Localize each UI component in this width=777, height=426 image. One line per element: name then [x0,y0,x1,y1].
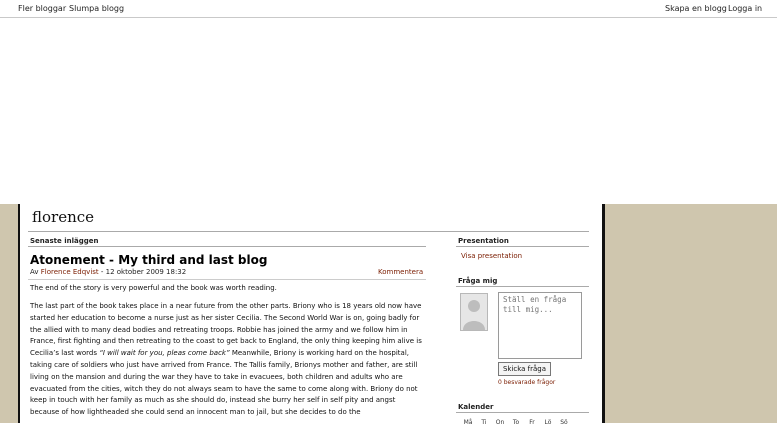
post-title[interactable]: Atonement - My third and last blog [30,253,268,267]
avatar [460,293,488,331]
post-quote: “I will wait for you, pleas come back” [99,349,230,358]
title-divider [28,231,589,232]
post-body-continued: Meanwhile, Briony is working hard on the hospital, taking care of soldiers who just have arrived from France. The Tallis family, Brionys mother and father, are still living on the mansion and during the war they have to take in evacuees, both children and adults who are evacuated from the cities, witch they do not always seam to have the same to come along with. Briony do not keep in touch with her family as much as she should do, instead she burry her self in self pity and angst because of how lightheaded she could send an innocent man to jail, but she decides to do the [30,349,418,417]
blog-title[interactable]: florence [32,208,95,226]
random-blog-link[interactable]: Slumpa blogg [69,4,125,13]
weekday-label: Lö [544,419,552,426]
ask-me-heading: Fråga mig [458,277,498,285]
login-link[interactable]: Logga in [728,4,763,13]
send-question-button[interactable]: Skicka fråga [498,362,551,376]
weekday-label: Ti [481,419,487,426]
post-meta-divider [28,279,426,280]
comment-link[interactable]: Kommentera [378,268,424,276]
latest-posts-heading: Senaste inläggen [30,237,99,245]
question-input[interactable] [498,292,582,359]
calendar-heading: Kalender [458,403,494,411]
weekday-label: On [495,419,505,426]
calendar-divider [456,412,589,413]
blog-frame [18,204,605,426]
weekday-label: Sö [560,419,568,426]
post-date: - 12 oktober 2009 18:32 [100,268,187,276]
presentation-heading: Presentation [458,237,509,245]
weekday-label: To [512,419,520,426]
post-meta [30,268,186,276]
top-navbar [0,0,777,18]
weekday-label: Må [463,419,473,426]
post-body-text: The last part of the book takes place in a near future from the other parts. Briony who is 18 years old now have started her education to become a nurse just as her sister Cecilia. The Second World War is on, going badly for the allied with to many dead bodies and retreating troops. Robbie has joined the army and we follow him in France, first fighting and then retreating to the coast to get back to England, the only thing keeping him alive is Cecilia’s last words [30,302,422,358]
byline-prefix: Av [30,268,39,276]
presentation-divider [456,246,589,247]
create-blog-link[interactable]: Skapa en blogg [665,4,727,13]
author-link[interactable]: Florence Edqvist [40,268,99,276]
post-body [30,301,426,419]
post-intro: The end of the story is very powerful and the book was worth reading. [30,284,277,292]
more-blogs-link[interactable]: Fler bloggar [18,4,67,13]
answered-questions-link[interactable]: 0 besvarade frågor [498,379,556,386]
ask-me-divider [456,286,589,287]
latest-posts-divider [28,246,426,247]
show-presentation-link[interactable]: Visa presentation [461,252,523,260]
weekday-label: Fr [529,419,535,426]
default-avatar-icon [461,294,487,330]
